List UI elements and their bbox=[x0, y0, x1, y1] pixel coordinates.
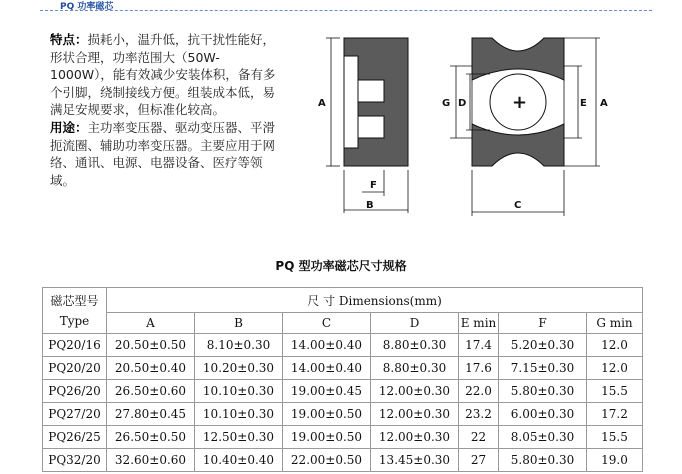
applications-text: 主功率变压器、驱动变压器、平滑扼流圈、辅助功率变压器。主要应用于网络、通讯、电源、电器设备、医疗等领域。 bbox=[50, 119, 276, 188]
dimension-cell: 23.2 bbox=[459, 403, 499, 426]
page-header bbox=[0, 0, 682, 12]
column-header: C bbox=[283, 313, 371, 334]
dimension-cell: 19.00±0.50 bbox=[283, 403, 371, 426]
top-label-e: E bbox=[580, 98, 587, 109]
dimension-cell: 12.0 bbox=[587, 334, 643, 357]
side-view-inner bbox=[344, 56, 358, 148]
dimension-cell: 8.80±0.30 bbox=[371, 357, 459, 380]
dimension-cell: 26.50±0.60 bbox=[107, 380, 195, 403]
dimension-cell: 7.15±0.30 bbox=[499, 357, 587, 380]
side-label-a: A bbox=[318, 98, 326, 109]
dimension-cell: 12.00±0.30 bbox=[371, 426, 459, 449]
dimension-cell: 22.0 bbox=[459, 380, 499, 403]
dimension-cell: 10.10±0.30 bbox=[195, 403, 283, 426]
table-subheader-row bbox=[43, 313, 643, 334]
dimension-cell: 12.50±0.30 bbox=[195, 426, 283, 449]
table-header-row bbox=[43, 288, 643, 313]
center-plus-mark: + bbox=[512, 92, 528, 113]
model-header bbox=[43, 288, 107, 334]
top-label-a: A bbox=[600, 98, 608, 109]
table-row bbox=[43, 380, 643, 403]
dimension-cell: 8.80±0.30 bbox=[371, 334, 459, 357]
dimension-cell: 12.00±0.30 bbox=[371, 403, 459, 426]
dimension-cell: 15.5 bbox=[587, 380, 643, 403]
table-row bbox=[43, 357, 643, 380]
column-header: F bbox=[499, 313, 587, 334]
model-cell: PQ27/20 bbox=[43, 403, 107, 426]
model-header-en: Type bbox=[59, 313, 90, 328]
model-cell: PQ32/20 bbox=[43, 449, 107, 472]
dimension-cell: 17.6 bbox=[459, 357, 499, 380]
dimension-cell: 12.0 bbox=[587, 357, 643, 380]
table-row bbox=[43, 426, 643, 449]
applications-label: 用途： bbox=[50, 119, 88, 135]
description-block bbox=[50, 31, 282, 189]
dimension-cell: 12.00±0.30 bbox=[371, 380, 459, 403]
dimension-cell: 19.00±0.45 bbox=[283, 380, 371, 403]
features-label: 特点： bbox=[50, 32, 88, 47]
dimension-cell: 22 bbox=[459, 426, 499, 449]
top-label-d: D bbox=[458, 98, 467, 109]
model-cell: PQ20/20 bbox=[43, 357, 107, 380]
dimension-cell: 5.80±0.30 bbox=[499, 449, 587, 472]
side-label-f: F bbox=[370, 180, 377, 191]
table-row bbox=[43, 334, 643, 357]
dimension-cell: 14.00±0.40 bbox=[283, 334, 371, 357]
side-view-diagram bbox=[296, 28, 426, 218]
dimension-cell: 5.80±0.30 bbox=[499, 380, 587, 403]
dimension-cell: 32.60±0.60 bbox=[107, 449, 195, 472]
dimension-cell: 27.80±0.45 bbox=[107, 403, 195, 426]
dimension-cell: 27 bbox=[459, 449, 499, 472]
column-header: B bbox=[195, 313, 283, 334]
page-title: PQ 功率磁芯 bbox=[60, 2, 114, 12]
applications-paragraph bbox=[50, 119, 282, 189]
column-header: D bbox=[371, 313, 459, 334]
dimension-cell: 20.50±0.40 bbox=[107, 357, 195, 380]
dimension-cell: 5.20±0.30 bbox=[499, 334, 587, 357]
dimensions-header: 尺 寸 Dimensions(mm) bbox=[107, 288, 643, 313]
column-header: G min bbox=[587, 313, 643, 334]
dimension-cell: 20.50±0.50 bbox=[107, 334, 195, 357]
dimension-cell: 19.00±0.50 bbox=[283, 426, 371, 449]
model-header-cn: 磁芯型号 bbox=[50, 293, 99, 308]
side-label-b: B bbox=[366, 200, 374, 211]
dimension-cell: 22.00±0.50 bbox=[283, 449, 371, 472]
table-row bbox=[43, 449, 643, 472]
dimension-cell: 15.5 bbox=[587, 426, 643, 449]
dimension-cell: 19.0 bbox=[587, 449, 643, 472]
table-row bbox=[43, 403, 643, 426]
model-cell: PQ20/16 bbox=[43, 334, 107, 357]
dimensions-table bbox=[42, 287, 643, 472]
top-view-diagram bbox=[432, 28, 608, 224]
dimension-cell: 13.45±0.30 bbox=[371, 449, 459, 472]
header-divider bbox=[40, 10, 652, 11]
dimension-cell: 10.10±0.30 bbox=[195, 380, 283, 403]
dimension-cell: 26.50±0.50 bbox=[107, 426, 195, 449]
dimension-cell: 8.05±0.30 bbox=[499, 426, 587, 449]
column-header: E min bbox=[459, 313, 499, 334]
features-paragraph bbox=[50, 31, 282, 119]
dimension-cell: 8.10±0.30 bbox=[195, 334, 283, 357]
dimension-cell: 17.2 bbox=[587, 403, 643, 426]
dimension-cell: 6.00±0.30 bbox=[499, 403, 587, 426]
dimension-cell: 10.40±0.40 bbox=[195, 449, 283, 472]
features-text: 损耗小，温升低，抗干扰性能好，形状合理，功率范围大（50W-1000W），能有效减少安装体积，备有多个引脚，绕制接线方便。组装成本低，易满足安规要求，但标准化较高。 bbox=[50, 32, 276, 118]
dimension-cell: 14.00±0.40 bbox=[283, 357, 371, 380]
table-title: PQ 型功率磁芯尺寸规格 bbox=[275, 259, 407, 273]
dimension-cell: 17.4 bbox=[459, 334, 499, 357]
dimension-cell: 10.20±0.30 bbox=[195, 357, 283, 380]
top-label-c: C bbox=[514, 200, 522, 211]
top-label-g: G bbox=[442, 98, 451, 109]
model-cell: PQ26/20 bbox=[43, 380, 107, 403]
column-header: A bbox=[107, 313, 195, 334]
model-cell: PQ26/25 bbox=[43, 426, 107, 449]
